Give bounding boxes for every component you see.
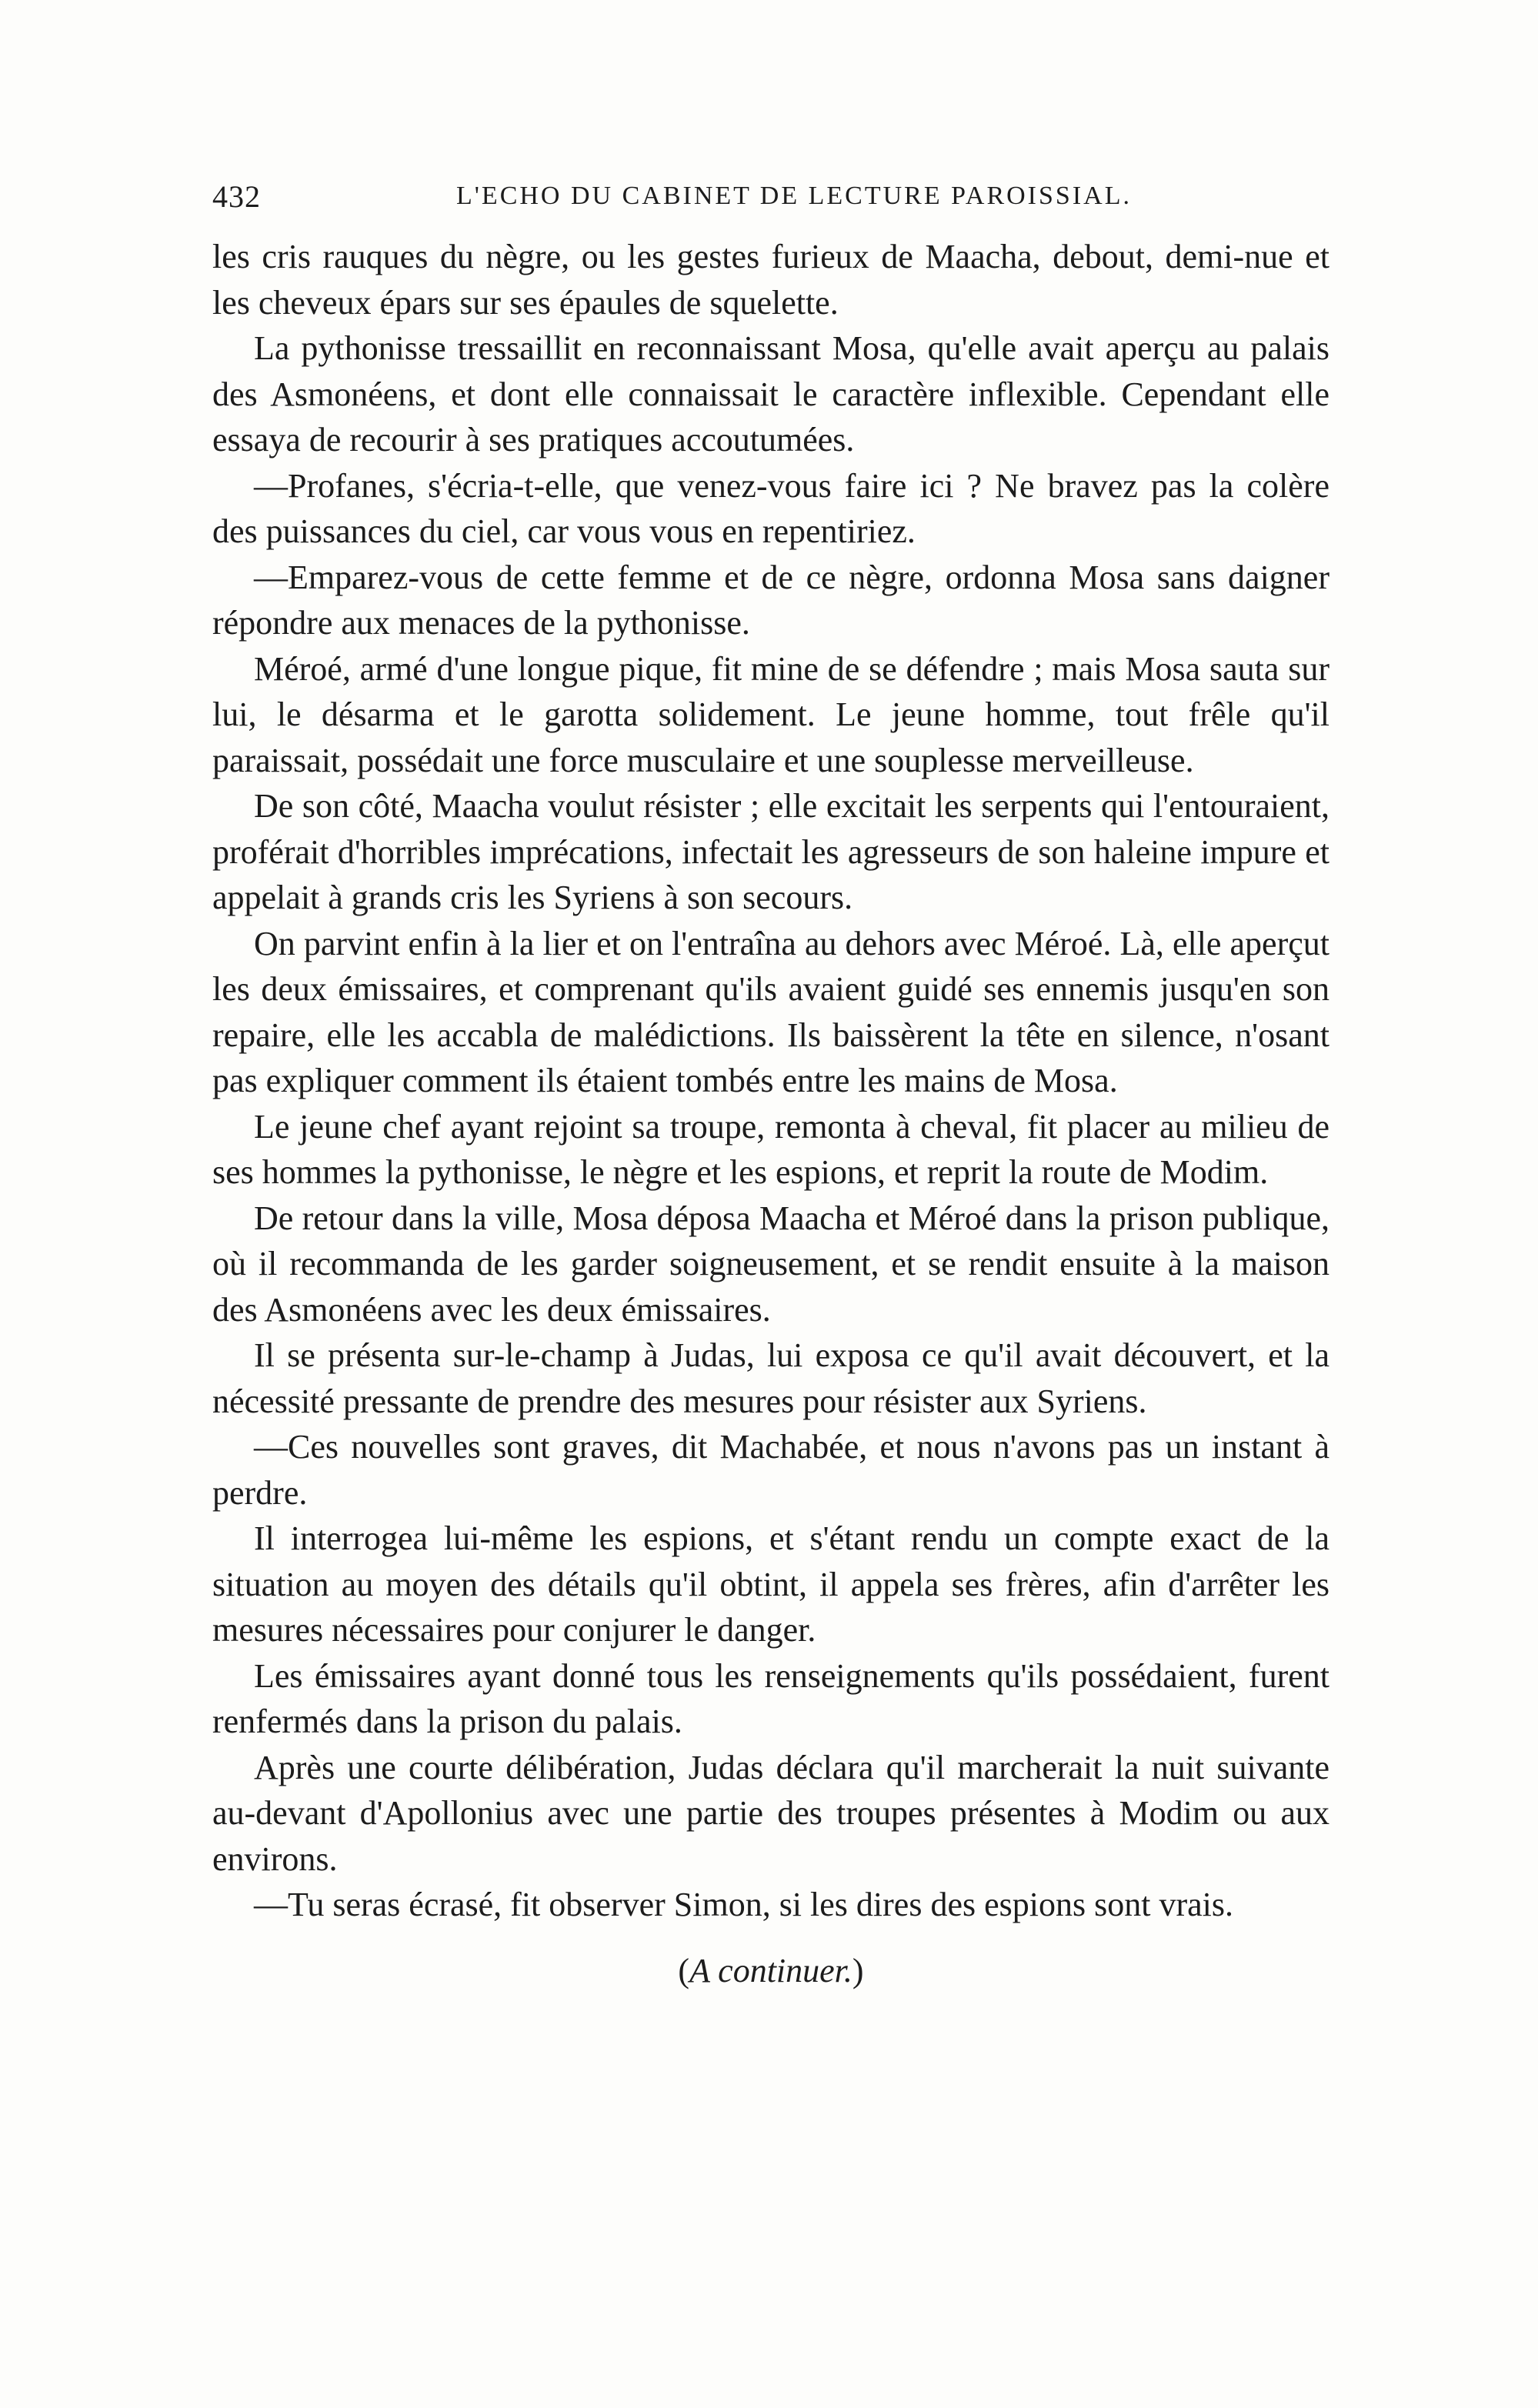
paragraph: Le jeune chef ayant rejoint sa troupe, remonta à cheval, fit placer au milieu de ses hommes la pythonisse, le nègre et les espions, et reprit la route de Modim. <box>212 1107 1329 1191</box>
paragraph: Il interrogea lui-même les espions, et s'étant rendu un compte exact de la situation au moyen des détails qu'il obtint, il appela ses frères, afin d'arrêter les mesures nécessaires pour conjurer le danger. <box>212 1519 1329 1649</box>
continuation-close-paren: ) <box>852 1951 864 1989</box>
page-number: 432 <box>212 179 261 214</box>
continuation-open-paren: ( <box>678 1951 690 1989</box>
book-page <box>212 178 1329 1994</box>
page-header <box>212 178 1329 225</box>
page-body <box>212 234 1329 1928</box>
paragraph: Les émissaires ayant donné tous les renseignements qu'ils possédaient, furent renfermés dans la prison du palais. <box>212 1656 1329 1740</box>
paragraph: —Emparez-vous de cette femme et de ce nègre, ordonna Mosa sans daigner répondre aux menaces de la pythonisse. <box>212 558 1329 642</box>
paragraph: Après une courte délibération, Judas déclara qu'il marcherait la nuit suivante au-devant d'Apollonius avec une partie des troupes présentes à Modim ou aux environs. <box>212 1748 1329 1878</box>
paragraph: On parvint enfin à la lier et on l'entraîna au dehors avec Méroé. Là, elle aperçut les deux émissaires, et comprenant qu'ils avaient guidé ses ennemis jusqu'en son repaire, elle les accabla de malédictions. Ils baissèrent la tête en silence, n'osant pas expliquer comment ils étaient tombés entre les mains de Mosa. <box>212 924 1329 1099</box>
paragraph: De retour dans la ville, Mosa déposa Maacha et Méroé dans la prison publique, où il recommanda de les garder soigneusement, et se rendit ensuite à la maison des Asmonéens avec les deux émissaires. <box>212 1199 1329 1329</box>
paragraph: —Tu seras écrasé, fit observer Simon, si les dires des espions sont vrais. <box>254 1886 1233 1923</box>
paragraph: Il se présenta sur-le-champ à Judas, lui exposa ce qu'il avait découvert, et la nécessité pressante de prendre des mesures pour résister aux Syriens. <box>212 1336 1329 1420</box>
paragraph: —Ces nouvelles sont graves, dit Machabée, et nous n'avons pas un instant à perdre. <box>212 1428 1329 1512</box>
paragraph: De son côté, Maacha voulut résister ; elle excitait les serpents qui l'entouraient, proférait d'horribles imprécations, infectait les agresseurs de son haleine impure et appelait à grands cris les Syriens à son secours. <box>212 787 1329 916</box>
paragraph: La pythonisse tressaillit en reconnaissant Mosa, qu'elle avait aperçu au palais des Asmonéens, et dont elle connaissait le caractère inflexible. Cependant elle essaya de recourir à ses pratiques accoutumées. <box>212 329 1329 459</box>
paragraph: les cris rauques du nègre, ou les gestes furieux de Maacha, debout, demi-nue et les cheveux épars sur ses épaules de squelette. <box>212 238 1329 322</box>
paragraph: —Profanes, s'écria-t-elle, que venez-vous faire ici ? Ne bravez pas la colère des puissances du ciel, car vous vous en repentiriez. <box>212 466 1329 550</box>
continuation-note <box>212 1948 1329 1994</box>
paragraph: Méroé, armé d'une longue pique, fit mine de se défendre ; mais Mosa sauta sur lui, le désarma et le garotta solidement. Le jeune homme, tout frêle qu'il paraissait, possédait une force musculaire et une souplesse merveilleuse. <box>212 649 1329 779</box>
continuation-text: A continuer. <box>689 1951 852 1989</box>
running-title: L'ECHO DU CABINET DE LECTURE PAROISSIAL. <box>456 182 1132 210</box>
